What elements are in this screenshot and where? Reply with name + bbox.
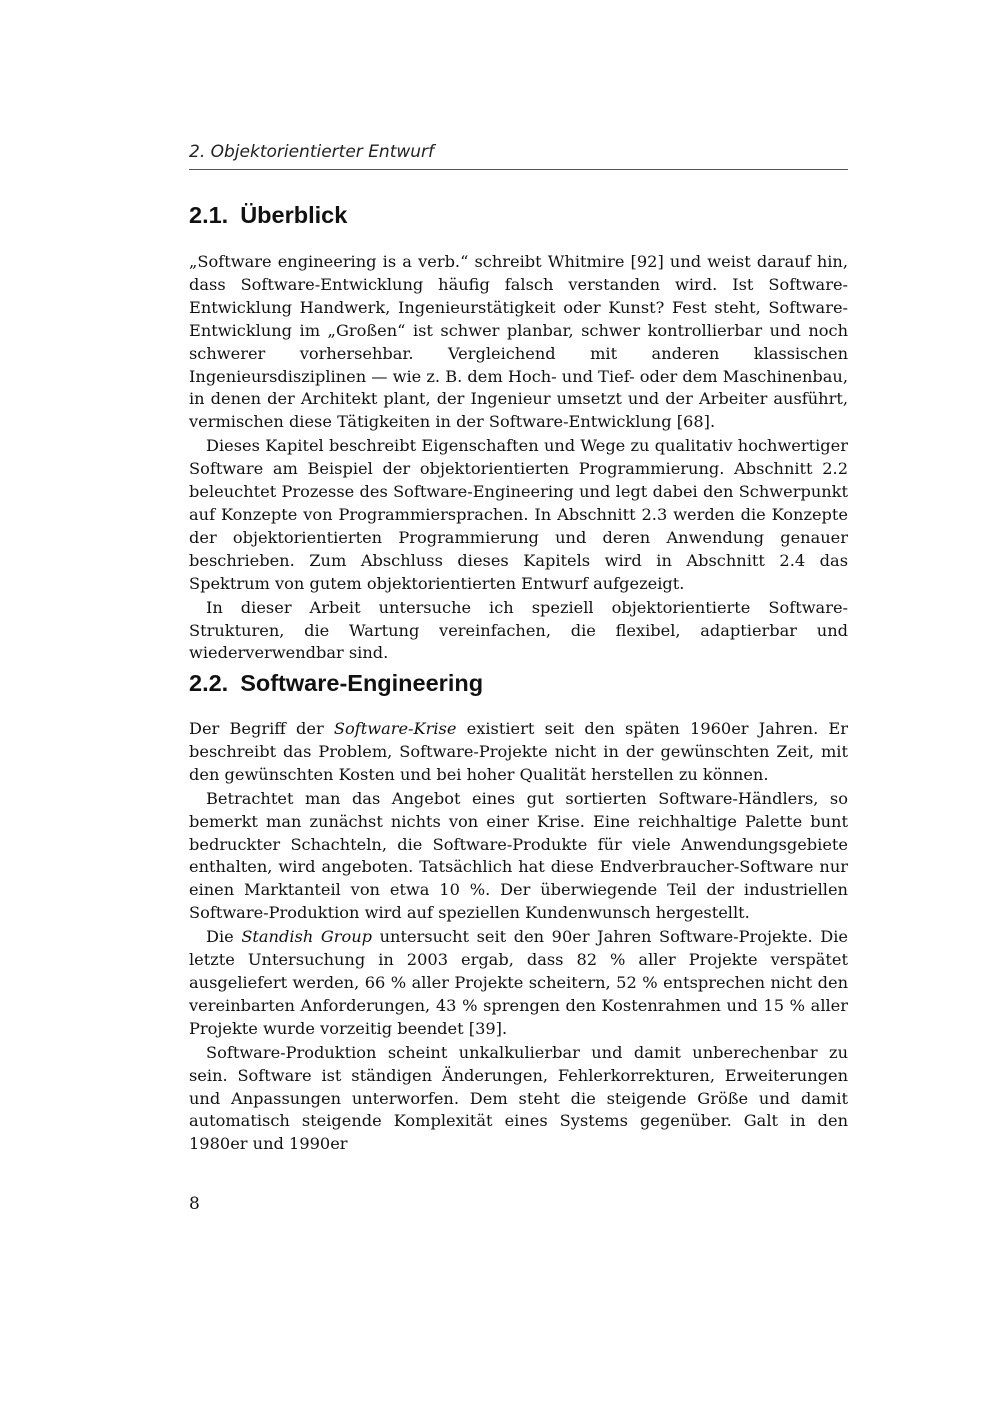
paragraph-text: existiert seit den späten 1960er Jahren. Er beschreibt das Problem, Software-Projekte nicht in der gewünschten Zeit, mit den gewünschten Kosten und bei hoher Qualität herstellen zu können. — [189, 719, 848, 784]
paragraph-text: In dieser Arbeit untersuche ich speziell objektorientierte Software-Strukturen, die Wartung vereinfachen, die flexibel, adaptierbar und wiederverwendbar sind. — [189, 597, 848, 663]
section-number: 2.2. — [189, 670, 229, 696]
paragraph — [189, 597, 848, 666]
paragraph — [189, 435, 848, 595]
paragraph-text: Die — [206, 927, 242, 947]
section-heading-software-engineering — [189, 670, 848, 697]
running-header: 2. Objektorientierter Entwurf — [189, 142, 848, 170]
paragraph — [189, 1042, 848, 1157]
section-title: Überblick — [240, 202, 348, 228]
paragraph-text: „Software engineering is a verb.“ schreibt Whitmire [92] und weist darauf hin, dass Software-Entwicklung häufig falsch verstanden wird. Ist Software-Entwicklung Handwerk, Ingenieurstätigkeit oder Kunst? Fest steht, Software-Entwicklung im „Großen“ ist schwer planbar, schwer kontrollierbar und noch schwerer vorhersehbar. Vergleichend mit anderen klassischen Ingenieursdisziplinen — wie z. B. dem Hoch- und Tief- oder dem Maschinenbau, in denen der Architekt plant, der Ingenieur umsetzt und der Arbeiter ausführt, vermischen diese Tätigkeiten in der Software-Entwicklung [68]. — [189, 252, 848, 432]
section-body-ueberblick — [189, 251, 848, 665]
paragraph-text: Der Begriff der — [189, 719, 334, 738]
page-number: 8 — [189, 1194, 200, 1214]
paragraph — [189, 718, 848, 787]
paragraph — [189, 251, 848, 434]
paragraph-text: untersucht seit den 90er Jahren Software-Projekte. Die letzte Untersuchung in 2003 ergab, dass 82 % aller Projekte verspätet ausgeliefert werden, 66 % aller Projekte scheitern, 52 % entsprechen nicht den vereinbarten Anforderungen, 43 % sprengen den Kostenrahmen und 15 % aller Projekte wurde vorzeitig beendet [39]. — [189, 927, 848, 1038]
paragraph-text: Software-Produktion scheint unkalkulierbar und damit unberechenbar zu sein. Software ist ständigen Änderungen, Fehlerkorrekturen, Erweiterungen und Anpassungen unterworfen. Dem steht die steigende Größe und damit automatisch steigende Komplexität eines Systems gegenüber. Galt in den 1980er und 1990er — [189, 1042, 848, 1154]
paragraph-text: Betrachtet man das Angebot eines gut sortierten Software-Händlers, so bemerkt man zunächst nichts von einer Krise. Eine reichhaltige Palette bunt bedruckter Schachteln, die Software-Produkte für viele Anwendungsgebiete enthalten, wird angeboten. Tatsächlich hat diese Endverbraucher-Software nur einen Marktanteil von etwa 10 %. Der überwiegende Teil der industriellen Software-Produktion wird auf speziellen Kundenwunsch hergestellt. — [189, 788, 848, 923]
section-body-software-engineering — [189, 718, 848, 1156]
section-number: 2.1. — [189, 202, 229, 228]
section-heading-ueberblick — [189, 202, 848, 229]
section-title: Software-Engineering — [240, 670, 484, 696]
emphasized-term: Software-Krise — [333, 719, 457, 738]
paragraph — [189, 926, 848, 1041]
paragraph — [189, 788, 848, 925]
emphasized-term: Standish Group — [241, 927, 373, 947]
paragraph-text: Dieses Kapitel beschreibt Eigenschaften und Wege zu qualitativ hochwertiger Software am Beispiel der objektorientierten Programmierung. Abschnitt 2.2 beleuchtet Prozesse des Software-Engineering und legt dabei den Schwerpunkt auf Konzepte von Programmiersprachen. In Abschnitt 2.3 werden die Konzepte der objektorientierten Programmierung und deren Anwendung genauer beschrieben. Zum Abschluss dieses Kapitels wird in Abschnitt 2.4 das Spektrum von gutem objektorientierten Entwurf aufgezeigt. — [189, 436, 848, 593]
